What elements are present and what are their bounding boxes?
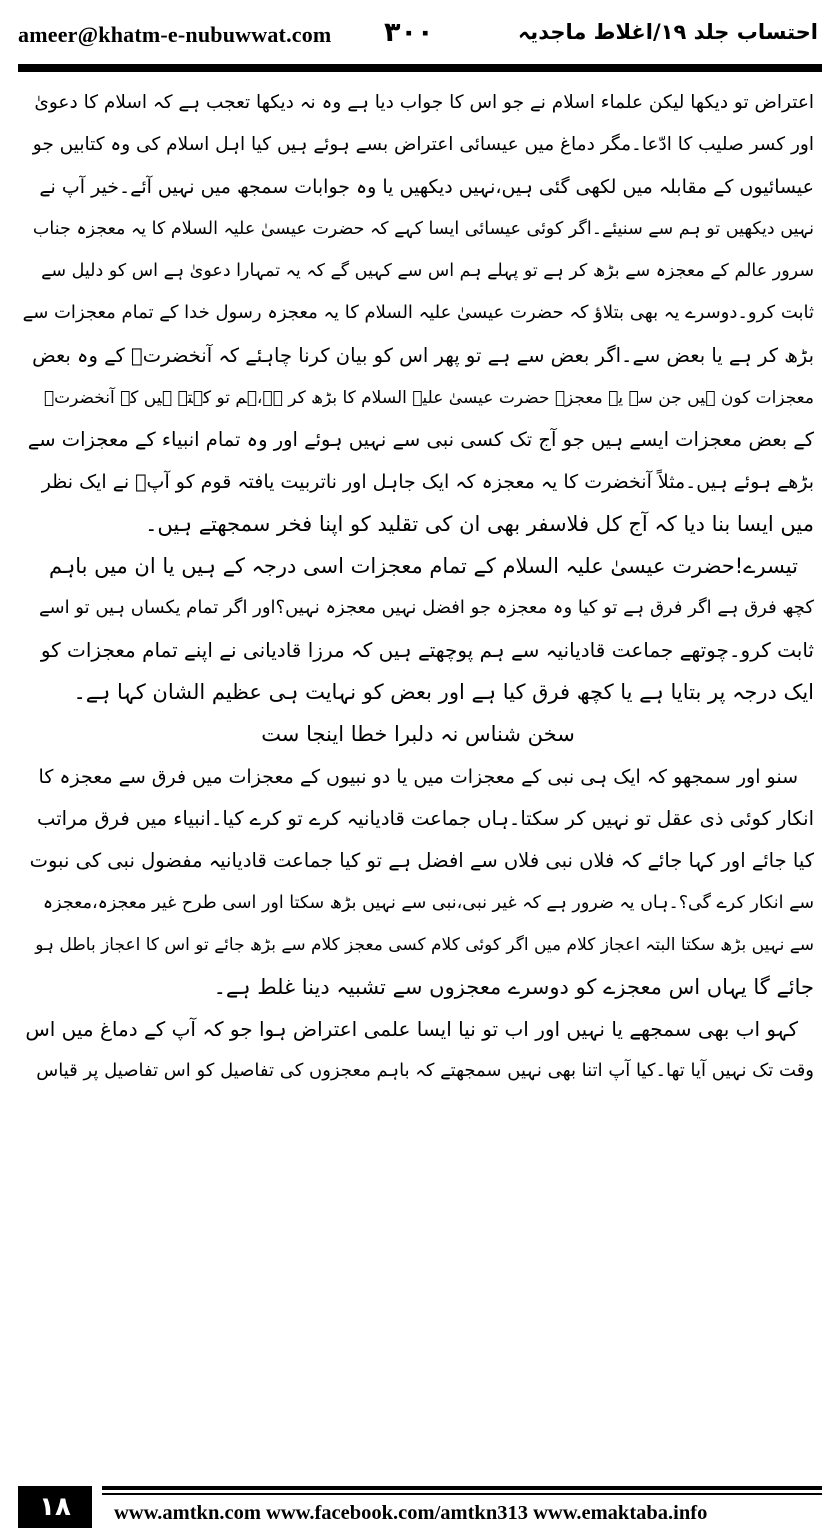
footer-rule-thin <box>102 1493 822 1495</box>
text-line: میں ایسا بنا دیا کہ آج کل فلاسفر بھی ان کی تقلید کو اپنا فخر سمجھتے ہیں۔ <box>145 511 814 536</box>
text-line: معجزات کون ہیں جن سے یہ معجزہ حضرت عیسیٰ علیہ السلام کا بڑھ کر ہے،ہم تو کہتے ہیں کہ آنخضرتؐ <box>43 387 814 408</box>
text-line: بڑھے ہوئے ہیں۔مثلاً آنخضرت کا یہ معجزہ کہ ایک جاہل اور ناتربیت یافتہ قوم کو آپؐ نے ایک نظر <box>41 470 814 493</box>
text-line: ایک درجہ پر بتایا ہے یا کچھ فرق کیا ہے اور بعض کو نہایت ہی عظیم الشان کہا ہے۔ <box>73 680 814 705</box>
text-line: نہیں دیکھیں تو ہم سے سنیئے۔اگر کوئی عیسائی ایسا کہے کہ حضرت عیسیٰ علیہ السلام کا یہ معجزہ جناب <box>32 219 814 240</box>
text-line: وقت تک نہیں آیا تھا۔کیا آپ اتنا بھی نہیں سمجھتے کہ باہم معجزوں کی تفاصیل کو اس تفاصیل پر قیاس <box>36 1060 814 1082</box>
header-book-title: احتساب جلد ۱۹/اغلاط ماجدیہ <box>518 20 818 44</box>
text-line: بڑھ کر ہے یا بعض سے۔اگر بعض سے ہے تو پھر اس کو بیان کرنا چاہئے کہ آنخضرتؐ کے وہ بعض <box>32 343 814 367</box>
page-footer <box>18 1486 822 1532</box>
text-line: سے انکار کرے گی؟۔ہاں یہ ضرور ہے کہ غیر نبی،نبی سے نہیں بڑھ سکتا اور اسی طرح غیر معجزہ،معجزہ <box>42 892 814 913</box>
verse-line: سخن شناس نہ دلبرا خطا اینجا ست <box>261 722 575 747</box>
text-line: کیا جائے اور کہا جائے کہ فلاں نبی فلاں سے افضل ہے تو کیا جماعت قادیانیہ مفضول نبی کی نبوت <box>29 848 814 872</box>
header-rule <box>18 64 822 72</box>
text-line: اور کسر صلیب کا ادّعا۔مگر دماغ میں عیسائی اعتراض بسے ہوئے ہیں کیا اہل اسلام کی وہ کتابیں جو <box>32 134 814 156</box>
footer-rule <box>102 1486 822 1490</box>
text-line: سرور عالم کے معجزہ سے بڑھ کر ہے تو پہلے ہم اس سے کہیں گے کہ یہ تمہارا دعویٰ ہے اس کو دلیل سے <box>41 261 814 282</box>
header-page-number: ۳۰۰ <box>384 17 434 48</box>
footer-page-number: ۱۸ <box>18 1486 92 1528</box>
text-line: جائے گا یہاں اس معجزے کو دوسرے معجزوں سے تشبیہ دینا غلط ہے۔ <box>213 974 814 999</box>
footer-urls: www.amtkn.com www.facebook.com/amtkn313 www.emaktaba.info <box>114 1502 708 1524</box>
header-email: ameer@khatm-e-nubuwwat.com <box>18 22 332 47</box>
text-line: کچھ فرق ہے اگر فرق ہے تو کیا وہ معجزہ جو افضل نہیں معجزہ نہیں؟اور اگر تمام یکساں ہیں تو اسے <box>38 597 814 619</box>
text-line: سے نہیں بڑھ سکتا البتہ اعجاز کلام میں اگر کوئی کلام کسی معجز کلام سے بڑھ جائے تو اس کا اعجاز باطل ہو <box>35 934 814 955</box>
page-header <box>18 14 818 60</box>
body-text <box>22 82 814 1092</box>
text-line: انکار کوئی ذی عقل تو نہیں کر سکتا۔ہاں جماعت قادیانیہ کرے تو کرے کیا۔انبیاء میں فرق مراتب <box>37 806 814 830</box>
text-line: اعتراض تو دیکھا لیکن علماء اسلام نے جو اس کا جواب دیا ہے وہ نہ دیکھا تعجب ہے کہ اسلام کا دعویٰ <box>34 92 814 113</box>
text-line: تیسرے!حضرت عیسیٰ علیہ السلام کے تمام معجزات اسی درجہ کے ہیں یا ان میں باہم <box>48 554 798 579</box>
text-line: ثابت کرو۔دوسرے یہ بھی بتلاؤ کہ حضرت عیسیٰ علیہ السلام کا یہ معجزہ رسول خدا کے تمام معجزات سے <box>22 302 814 324</box>
text-line: ثابت کرو۔چوتھے جماعت قادیانیہ سے ہم پوچھتے ہیں کہ مرزا قادیانی نے اپنے تمام معجزات کو <box>40 638 814 663</box>
text-line: کہو اب بھی سمجھے یا نہیں اور اب تو نیا ایسا علمی اعتراض ہوا جو کہ آپ کے دماغ میں اس <box>25 1017 798 1042</box>
text-line: عیسائیوں کے مقابلہ میں لکھی گئی ہیں،نہیں دیکھیں یا وہ جوابات سمجھ میں نہیں آئے۔خیر آپ نے <box>39 176 814 199</box>
text-line: سنو اور سمجھو کہ ایک ہی نبی کے معجزات میں یا دو نبیوں کے معجزات میں فرق سے معجزہ کا <box>38 765 798 788</box>
text-line: کے بعض معجزات ایسے ہیں جو آج تک کسی نبی سے نہیں ہوئے اور وہ تمام انبیاء کے معجزات سے <box>27 427 814 451</box>
